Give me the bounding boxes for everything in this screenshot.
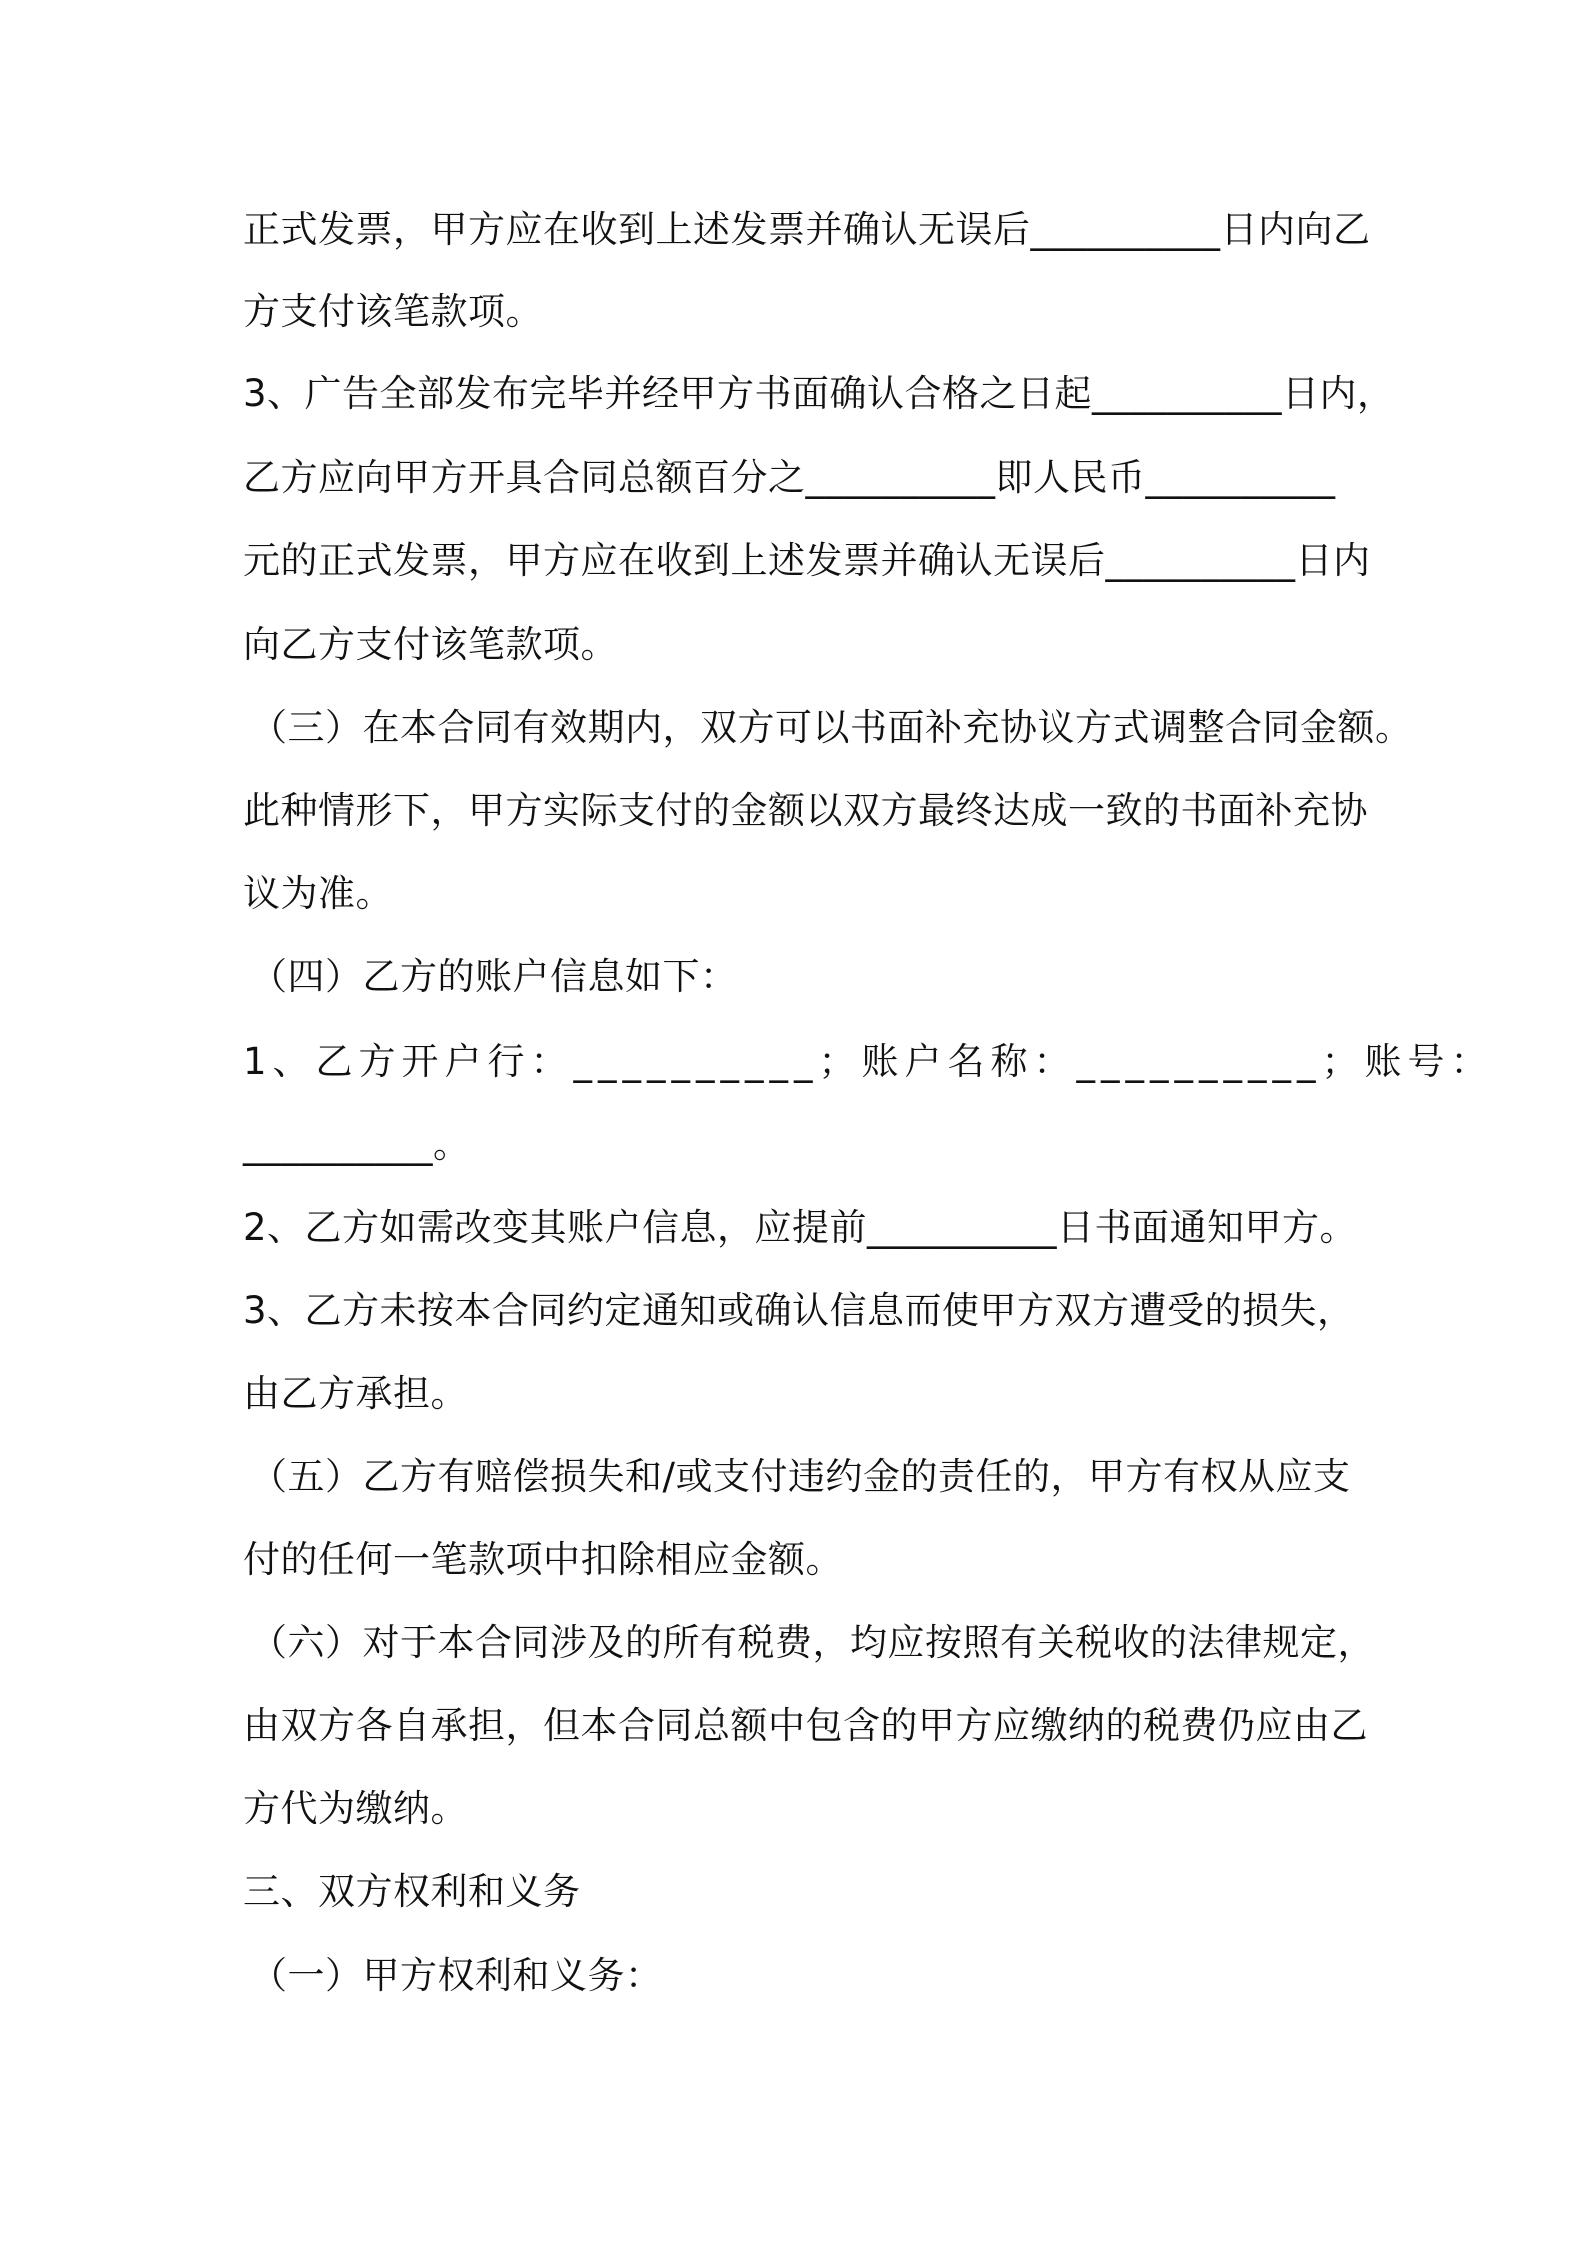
text-line: 议为准。: [243, 872, 393, 915]
text-line: 付的任何一笔款项中扣除相应金额。: [243, 1538, 843, 1581]
text-line: __________。: [243, 1123, 471, 1166]
text-line: 向乙方支付该笔款项。: [243, 623, 618, 666]
text-line: 2、乙方如需改变其账户信息，应提前__________日书面通知甲方。: [243, 1206, 1358, 1249]
text-line: 此种情形下，甲方实际支付的金额以双方最终达成一致的书面补充协: [243, 789, 1368, 832]
text-line: 由双方各自承担，但本合同总额中包含的甲方应缴纳的税费仍应由乙: [243, 1704, 1368, 1747]
text-line: 方支付该笔款项。: [243, 290, 543, 333]
text-line: 方代为缴纳。: [243, 1787, 468, 1830]
text-line: 元的正式发票，甲方应在收到上述发票并确认无误后__________日内: [243, 539, 1371, 582]
text-line: 3、乙方未按本合同约定通知或确认信息而使甲方双方遭受的损失，: [243, 1289, 1355, 1332]
text-line: 3、广告全部发布完毕并经甲方书面确认合格之日起__________日内，: [243, 372, 1395, 415]
text-line: 乙方应向甲方开具合同总额百分之__________即人民币__________: [243, 456, 1336, 499]
text-line: （三）在本合同有效期内，双方可以书面补充协议方式调整合同金额。: [250, 706, 1413, 749]
subsection-heading: （一）甲方权利和义务：: [250, 1954, 663, 1997]
text-line: 由乙方承担。: [243, 1372, 468, 1415]
text-line: 正式发票，甲方应在收到上述发票并确认无误后__________日内向乙: [243, 208, 1371, 251]
text-line: 1、乙方开户行：__________；账户名称：__________；账号：: [243, 1040, 1494, 1083]
text-line: （五）乙方有赔偿损失和/或支付违约金的责任的，甲方有权从应支: [250, 1455, 1351, 1498]
text-line: （六）对于本合同涉及的所有税费，均应按照有关税收的法律规定，: [250, 1621, 1375, 1664]
section-heading: 三、双方权利和义务: [243, 1870, 581, 1913]
text-line: （四）乙方的账户信息如下：: [250, 955, 738, 998]
